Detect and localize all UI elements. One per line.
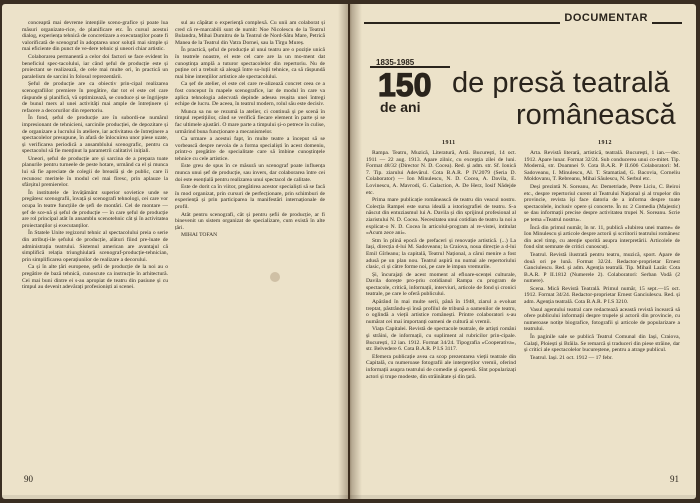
left-column-2: [175, 20, 325, 460]
right-page: [350, 4, 696, 499]
logo-years: 1835-1985: [376, 58, 415, 67]
article-title-line-1: de presă teatrală: [452, 67, 670, 99]
paragraph: Șeful de producție are ca obiectiv prin-cipal realizarea scenografiilor premiere în pregătire, dar tot el este cel care răspunde și planifică, vă optimizează, se conduce și se îngrijește de bunul mers al unei activități mai ample de întreținere și refacere a decorurilor din repertoriu.: [22, 81, 168, 114]
paragraph: Teatrul. Iași. 21 oct. 1912 — 17 febr.: [530, 354, 613, 361]
year-heading-1912: 1912: [598, 140, 612, 146]
paragraph: Și, încurajați de acest moment al efloare-scenței culturale, Davila dorește pro-priu cotidianul Rampa cu program de spectacole, critică, informații, interviuri, articole de fond și cronici teatrale, pe care le oferă publicului.: [366, 271, 516, 298]
paragraph: Vasul agentului teatral care redactează această revistă încearcă să ofere publicului informații despre trupele și actorii din provincie, cu numeroase notițe biografice, fotografii și articole de popularizare a teatrului.: [524, 306, 680, 333]
paragraph: Efemera publicație avea ca scop prezentarea vieții teatrale din Capitală, cu numeroase fotografii ale interpreților vremii, oferind informații asupra teatrului de comedie și operetă. Sînt popularizați actori și trupe modeste, din străinătate și din țară.: [366, 353, 516, 380]
paragraph: Scena. Mică Revistă Teatrală. Primul număr, 15 sept.—15 oct. 1912. Format 34/24. Redactor-proprietar Ernest Ganciulescu. Red. și adm. Agenția teatrală. Cota B.A.R. P I.S 3210.: [524, 285, 680, 306]
paragraph: Teatrul. Revistă ilustrată pentru teatru, muzică, sport. Apare de două ori pe lună. Format 32/24. Redactor-proprietar Ernest Ganciulescu. Red. și adm. Agenția teatrală. Tip. Mihail Lazăr. Cota B.A.R. P II.1812 (Numerele 2). Colaboratori: Serban Vodă (2 numere).: [524, 251, 680, 285]
paragraph: În institutele de învățământ superior sovietice unde se pregătesc scenografii, învață și scenografi tehnologi, cei care vor ocupa în teatre funcțiile de șefi de montări. Cel de montare — șef de sce-nă și șeful de producție — în care șeful de producție are rol principal atât în ansamblu scenotehnic cât și în activitatea proiectanților și executanților.: [22, 189, 168, 229]
paragraph: conceaptă mai devreme intențiile sceno-grafice și poate lua măsuri organizato-rice, de planificare etc. În cursul acestui dialog, experiența tehnică de concretizare a executanților poate fi valorificată de scenograf în adoptarea unor soluții mai simple și mai eficiente din punct de ve-dere tehnic și uneori chiar artistic.: [22, 20, 168, 53]
paragraph: Colaborarea permanentă a celor doi factori se face evident în beneficiul spec-tacolului, iar când șeful de producție este și proiectant se realizează, de cele mai multe ori, în practică un paralelism de sarcini în folosul reprezentării.: [22, 53, 168, 80]
paragraph: Deși prezintă N. Soreanu, Ar. Demetriade, Petre Liciu, C. Beiroi etc., despre repertoriul curent al Teatrului Național și al trupelor din provincie, revista își face datoria de a informa despre toate spectacolele, inclusiv opere și concerte. În nr. 2 Comedia (Majestic) se dau informații precise despre activitatea trupei N. Soreanu. Scrie pe tema «Teatrul nostru».: [524, 183, 680, 223]
paragraph: În fond, șeful de producție are în subordi-ne numărul impresionant de tehnicieni, sarcinile producției, de depozitare și de organizare a lucrului în ateliere, iar activitatea de întreținere a spectacolelor presupune, în afară de înlocuirea unor piese uzate, și verificarea periodică a ansamblului scenografic, pentru ca spectacolul să fie menținut la parametrii calitativi inițiali.: [22, 115, 168, 155]
book-gutter: [338, 4, 362, 499]
paragraph: Ca urmare a acestui fapt, în multe teatre a început să se vorbească despre nevoia de a forma specialiști în acest domeniu, printr-o pregătire de specialitate care să îmbine cunoștințele tehnice cu cele artistice.: [175, 136, 325, 162]
page-number-left: 90: [24, 474, 33, 484]
page-stain: [270, 272, 280, 282]
paragraph: Apărând în mai multe serii, până în 1948, ziarul a evoluat treptat, păstrându-și însă profilul de tribună a oamenilor de teatru, o oglindă a vieții artistice românești. Printre colaboratori s-au numărat cei mai importanți oameni de cultură ai vremii.: [366, 299, 516, 325]
logo-number: 150: [378, 67, 432, 103]
paragraph: Uneori, șeful de producție are și sarcina de a prepara toate planurile pentru turneele de peste hotare, urmând ca el și munca lui să fie apreciate de colegii de breaslă și de public, care îi recunosc meritele în modul cel mai firesc, prin aplauze la sfârșitul premierelor.: [22, 155, 168, 189]
left-page: [2, 4, 348, 499]
paragraph: Viața Capitalei. Revistă de spectacole teatrale, de artiști români și străini, de informații, cu supliment al rubricilor prin-cipale. București, 12 ian. 1912. Format 34/24. Tipografia «Cooperativa», str. Belvedere 6. Cota B.A.R. P I.S 3117.: [366, 326, 516, 353]
logo-caption: de ani: [380, 99, 421, 115]
year-heading-1911: 1911: [442, 140, 456, 146]
paragraph: Munca sa nu se rezumă la atelier, ci continuă și pe scenă în timpul repetițiilor, când se verifică fiecare element în parte și se fac ultimele ajustări. O mare parte a timpului și-o petrece în culise, urmărind buna funcționare a mecanismelor.: [175, 108, 325, 135]
paragraph: Este greu de spus în ce măsură un scenograf poate influența munca unui șef de producție, sau invers, dar colaborarea între cei doi este esențială pentru realizarea unui spectacol de calitate.: [175, 163, 325, 183]
paragraph: Ca șef de atelier, el este cel care re-alizează concret ceea ce a fost conceput în mapele scenografice, iar de modul în care va aplica tehnologia adecvată depinde adesea reușita unei întregi echipe de lucru. De aceea, în teatrul modern, rolul său este decisiv.: [175, 81, 325, 108]
section-label: DOCUMENTAR: [560, 12, 652, 24]
paragraph: Încă din primul număr, în nr. 11, publică «Iubirea unei mame» de Ion Minulescu și articole despre actorii și scriitorii teatrului românesc din acel timp, cu atenție sporită asupra interpretării. Articolele de fond sînt semnate de critici cunoscuți.: [524, 224, 680, 251]
paragraph: sul au căpătat o experiență complexă. Cu unii am colaborat și cred că re-marcabili sunt de numit: Noe Nicolescu de la Teatrul Bulandra, Mihai Dumitru de la Teatrul de Nord-Sătu Mare, Petrică Manea de la Teatrul din Vatra Dornei, sau la Tîrgu Mureș.: [175, 20, 325, 46]
paragraph: Este de dorit ca în viitor, pregătirea acestor specialiști să se facă în mod organizat, prin cursuri de perfecționare, prin schimburi de experiență și prin participarea la manifestări internaționale de profil.: [175, 184, 325, 211]
paragraph: Rampa. Teatru, Muzică, Literatură, Artă. București, 14 oct. 1911 — 22 aug. 1913. Apare zilnic, cu excepția zilei de luni. Format 48/32 (Director N. D. Cocea). Red. și adm. str. Sf. Ionică 7. Tip. ziarului Adevărul. Cota B.A.R. P IV.2079 (Seria D. Colaborator) — Ion Minulescu, N. D. Cocea, A. Davila, E. Lovinescu, A. Mavrodi, G. Galaction, A. De Herz, Iosif Nădejde etc.: [366, 150, 516, 196]
anniversary-logo: [368, 58, 452, 116]
paragraph: Ca și în alte țări europene, șefii de producție de la noi au o pregătire de bază tehnică, cunoscute ca instrucție în arhitectură. Cei mai buni dintre ei s-au apropiat de teatru din pasiune și cu timpul au devenit adevărați profesioniști ai scenei.: [22, 264, 168, 291]
page-edge: [2, 495, 348, 499]
paragraph: În paginile sale se publică Teatrul Comunal din Iași, Craiova, Galați, Ploiești și Brăila. Se remarcă și traduceri din piese străine, dar și critici ale spectacolelor bucureștene, pentru a atrage publicul.: [524, 334, 680, 354]
left-column-1: [22, 20, 168, 468]
article-title-line-2: românească: [516, 99, 676, 131]
paragraph: MIHAI TOFAN: [181, 232, 218, 239]
right-column-2: [524, 150, 680, 466]
paragraph: În Statele Unite regizorul tehnic al spectacolului preia o serie din atribuți-ile șefului de producție, alături fiind pre-luate de administrația teatrului. Sistemul american are avantajul că simplifică relația triunghiulară scenograf-producție-tehnician, prin simplificarea operațiunilor de realizare a decorului.: [22, 230, 168, 263]
paragraph: În practică, șeful de producție al unui teatru are o poziție unică în teatrele noastre, el este cel care are la un mo-ment dat cunoștința amplă a tuturor spectacolelor din repertoriu. Nu de puține ori a trebuit să aleagă între so-luții tehnice, ca să răspundă mai bine intențiilor artistice ale spectacolului.: [175, 47, 325, 80]
right-column-1: [366, 150, 516, 466]
page-number-right: 91: [670, 474, 679, 484]
paragraph: Atât pentru scenografi, cât și pentru șefii de producție, ar fi binevenit un sistem organizat de specializare, cum există în alte țări.: [175, 211, 325, 231]
paragraph: Stm în plină epocă de prefaceri și renovație artistică. (...) La Iași, direcția d-lui M. Sadoveanu; la Craiova, noua direcție a d-lui Emil Gîrleanu; la capitală, Teatrul Național, a cărui menire a fost adusă pe un plan nou. Teatrul aspiră nu numai ale repertoriului clasic, ci și către forme noi, pe care le impun vremurile.: [366, 237, 516, 271]
paragraph: Arta. Revistă literară, artistică, teatrală. București, 1 ian.—dec. 1912. Apare lunar. Format 32/24. Sub conducerea unui co-mitet. Tip. Modernă, str. Doamnei 9. Cota B.A.R. P II.606 Colaboratori: M. Sadoveanu, I. Minulescu, Al. T. Stamatiad, G. Bacovia, Corneliu Moldovanu, T. Rebreanu, Mihai Săulescu, N. Serbul etc.: [524, 150, 680, 183]
paragraph: Prima mare publicație românească de teatru din veacul nostru. Colecția Rampei este sursa ideală a istoriografiei de teatru. S-a născut din entuziasmul lui A. Davila și din sprijinul profesional al ziaristului N. D. Cocea. Necesitatea unui cotidian de teatru la noi a explicat-o N. D. Cocea în articolul-program al re-vistei, intitulat «Acum zece ani».: [366, 197, 516, 237]
page-edge: [350, 495, 696, 499]
